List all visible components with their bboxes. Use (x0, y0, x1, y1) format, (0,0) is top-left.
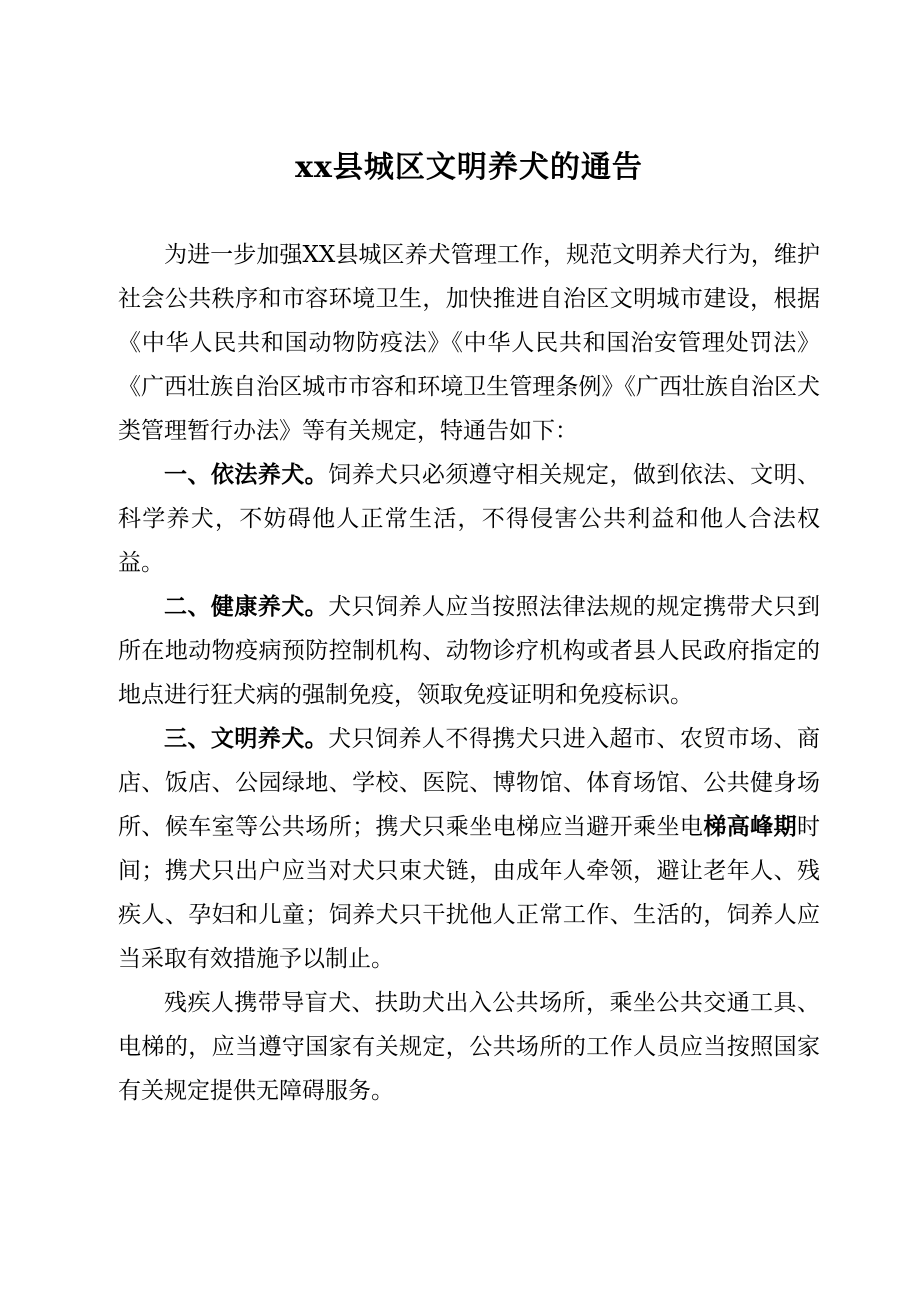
paragraph (118, 717, 820, 981)
paragraph-run: 时间；携犬只出户应当对犬只束犬链，由成年人牵领，避让老年人、残疾人、孕妇和儿童；饲养犬只干扰他人正常工作、生活的，饲养人应当采取有效措施予以制止。 (118, 814, 821, 972)
paragraph-run: 为进一步加强XX县城区养犬管理工作，规范文明养犬行为，维护社会公共秩序和市容环境卫生，加快推进自治区文明城市建设，根据《中华人民共和国动物防疫法》《中华人民共和国治安管理处罚法》《广西壮族自治区城市市容和环境卫生管理条例》《广西壮族自治区犬类管理暂行办法》等有关规定，特通告如下： (118, 242, 820, 444)
paragraph-run-bold: 一、依法养犬。 (164, 461, 329, 488)
document-title: xx县城区文明养犬的通告 (295, 150, 643, 185)
paragraph-run-bold: 梯高峰期 (703, 813, 798, 840)
paragraph-run: 残疾人携带导盲犬、扶助犬出入公共场所，乘坐公共交通工具、电梯的，应当遵守国家有关规定，公共场所的工作人员应当按照国家有关规定提供无障碍服务。 (118, 990, 820, 1104)
paragraph-run: 犬只饲养人不得携犬只进入超市、农贸市场、商店、饭店、公园绿地、学校、医院、博物馆、体育场馆、公共健身场所、候车室等公共场所；携犬只乘坐电梯应当避开乘坐电 (118, 726, 821, 840)
document-body (118, 233, 820, 1113)
paragraph-run: 饲养犬只必须遵守相关规定，做到依法、文明、科学养犬，不妨碍他人正常生活，不得侵害公共利益和他人合法权益。 (118, 462, 821, 576)
paragraph-run: 犬只饲养人应当按照法律法规的规定携带犬只到所在地动物疫病预防控制机构、动物诊疗机构或者县人民政府指定的地点进行狂犬病的强制免疫，领取免疫证明和免疫标识。 (118, 594, 821, 708)
paragraph (118, 453, 820, 585)
paragraph-run-bold: 三、文明养犬。 (164, 725, 329, 752)
paragraph-run-bold: 二、健康养犬。 (164, 593, 329, 620)
paragraph (118, 233, 820, 453)
paragraph (118, 585, 820, 717)
paragraph (118, 981, 820, 1113)
